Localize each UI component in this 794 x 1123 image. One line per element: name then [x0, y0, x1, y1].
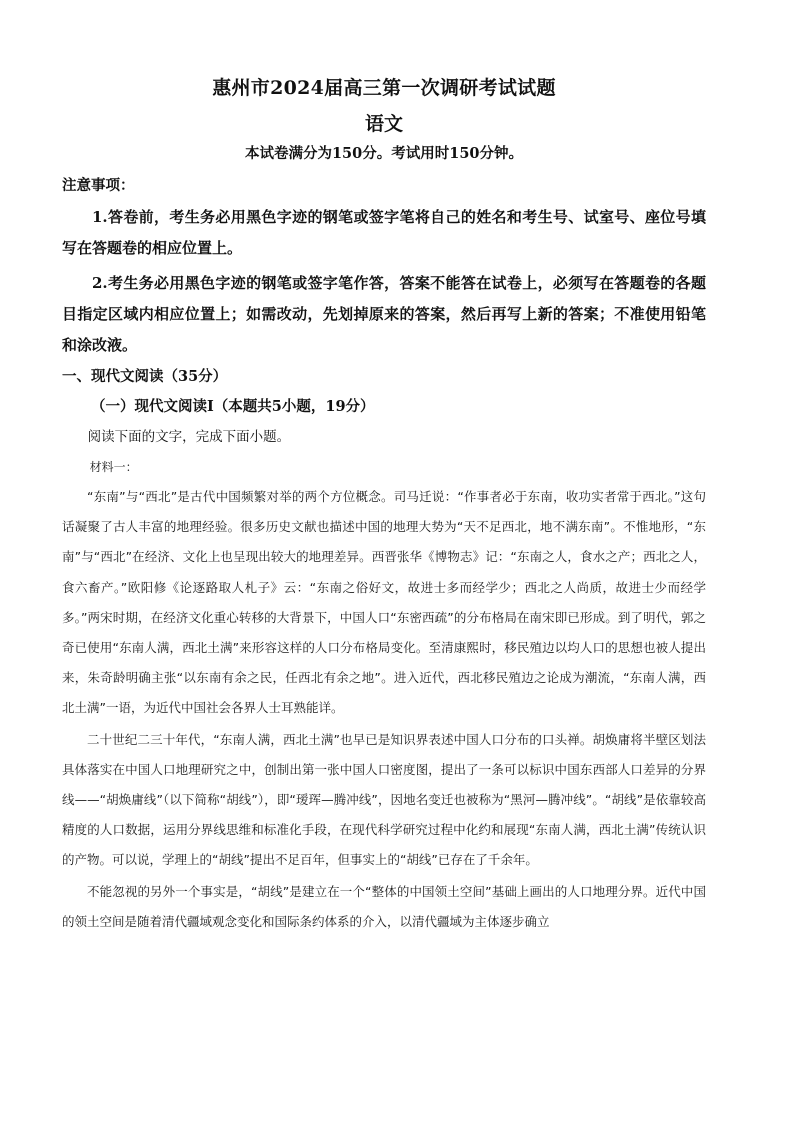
score-time-line: 本试卷满分为150分。考试用时150分钟。 — [244, 145, 524, 162]
notice-item-1: 1.答卷前，考生务必用黑色字迹的钢笔或签字笔将自己的姓名和考生号、试室号、座位号填写在答题卷的相应位置上。 — [62, 208, 706, 257]
subsection-heading: （一）现代文阅读Ⅰ（本题共5小题，19分） — [91, 398, 375, 415]
passage-paragraph-2: 二十世纪二三十年代，“东南人满，西北土满”也早已是知识界表述中国人口分布的口头禅。胡焕庸将半壁区划法具体落实在中国人口地理研究之中，创制出第一张中国人口密度图，提出了一条可以标识中国东西部人口差异的分界线——“胡焕庸线”（以下简称“胡线”），即“瑷珲—腾冲线”，因地名变迁也被称为“黑河—腾冲线”。“胡线”是依靠较高精度的人口数据，运用分界线思维和标准化手段，在现代科学研究过程中化约和展现“东南人满，西北土满”传统认识的产物。可以说，学理上的“胡线”提出不足百年，但事实上的“胡线”已存在了千余年。 — [62, 731, 706, 868]
subject-title: 语文 — [364, 113, 403, 135]
section-heading: 一、现代文阅读（35分） — [62, 368, 228, 385]
material-label: 材料一： — [89, 460, 138, 474]
notice-heading: 注意事项： — [62, 177, 135, 194]
passage-paragraph-1: “东南”与“西北”是古代中国频繁对举的两个方位概念。司马迁说：“作事者必于东南，收功实者常于西北。”这句话凝聚了古人丰富的地理经验。很多历史文献也描述中国的地理大势为“天不足西北，地不满东南”。不惟地形，“东南”与“西北”在经济、文化上也呈现出较大的地理差异。西晋张华《博物志》记：“东南之人，食水之产；西北之人，食六畜产。”欧阳修《论逐路取人札子》云：“东南之俗好文，故进士多而经学少；西北之人尚质，故进士少而经学多。”两宋时期，在经济文化重心转移的大背景下，中国人口“东密西疏”的分布格局在南宋即已形成。到了明代，郭之奇已使用“东南人满，西北土满”来形容这样的人口分布格局变化。至清康熙时，移民殖边以均人口的思想也被人提出来，朱奇龄明确主张“以东南有余之民，任西北有余之地”。进入近代，西北移民殖边之论成为潮流，“东南人满，西北土满”一语，为近代中国社会各界人士耳熟能详。 — [62, 489, 706, 716]
notice-item-2: 2.考生务必用黑色字迹的钢笔或签字笔作答，答案不能答在试卷上，必须写在答题卷的各题目指定区域内相应位置上；如需改动，先划掉原来的答案，然后再写上新的答案；不准使用铅笔和涂改液。 — [62, 274, 706, 354]
reading-instruction: 阅读下面的文字，完成下面小题。 — [87, 429, 291, 445]
passage-paragraph-3: 不能忽视的另外一个事实是，“胡线”是建立在一个“整体的中国领土空间”基础上画出的人口地理分界。近代中国的领土空间是随着清代疆域观念变化和国际条约体系的介入，以清代疆域为主体逐步确立 — [62, 883, 706, 929]
exam-title: 惠州市2024届高三第一次调研考试试题 — [212, 77, 556, 99]
